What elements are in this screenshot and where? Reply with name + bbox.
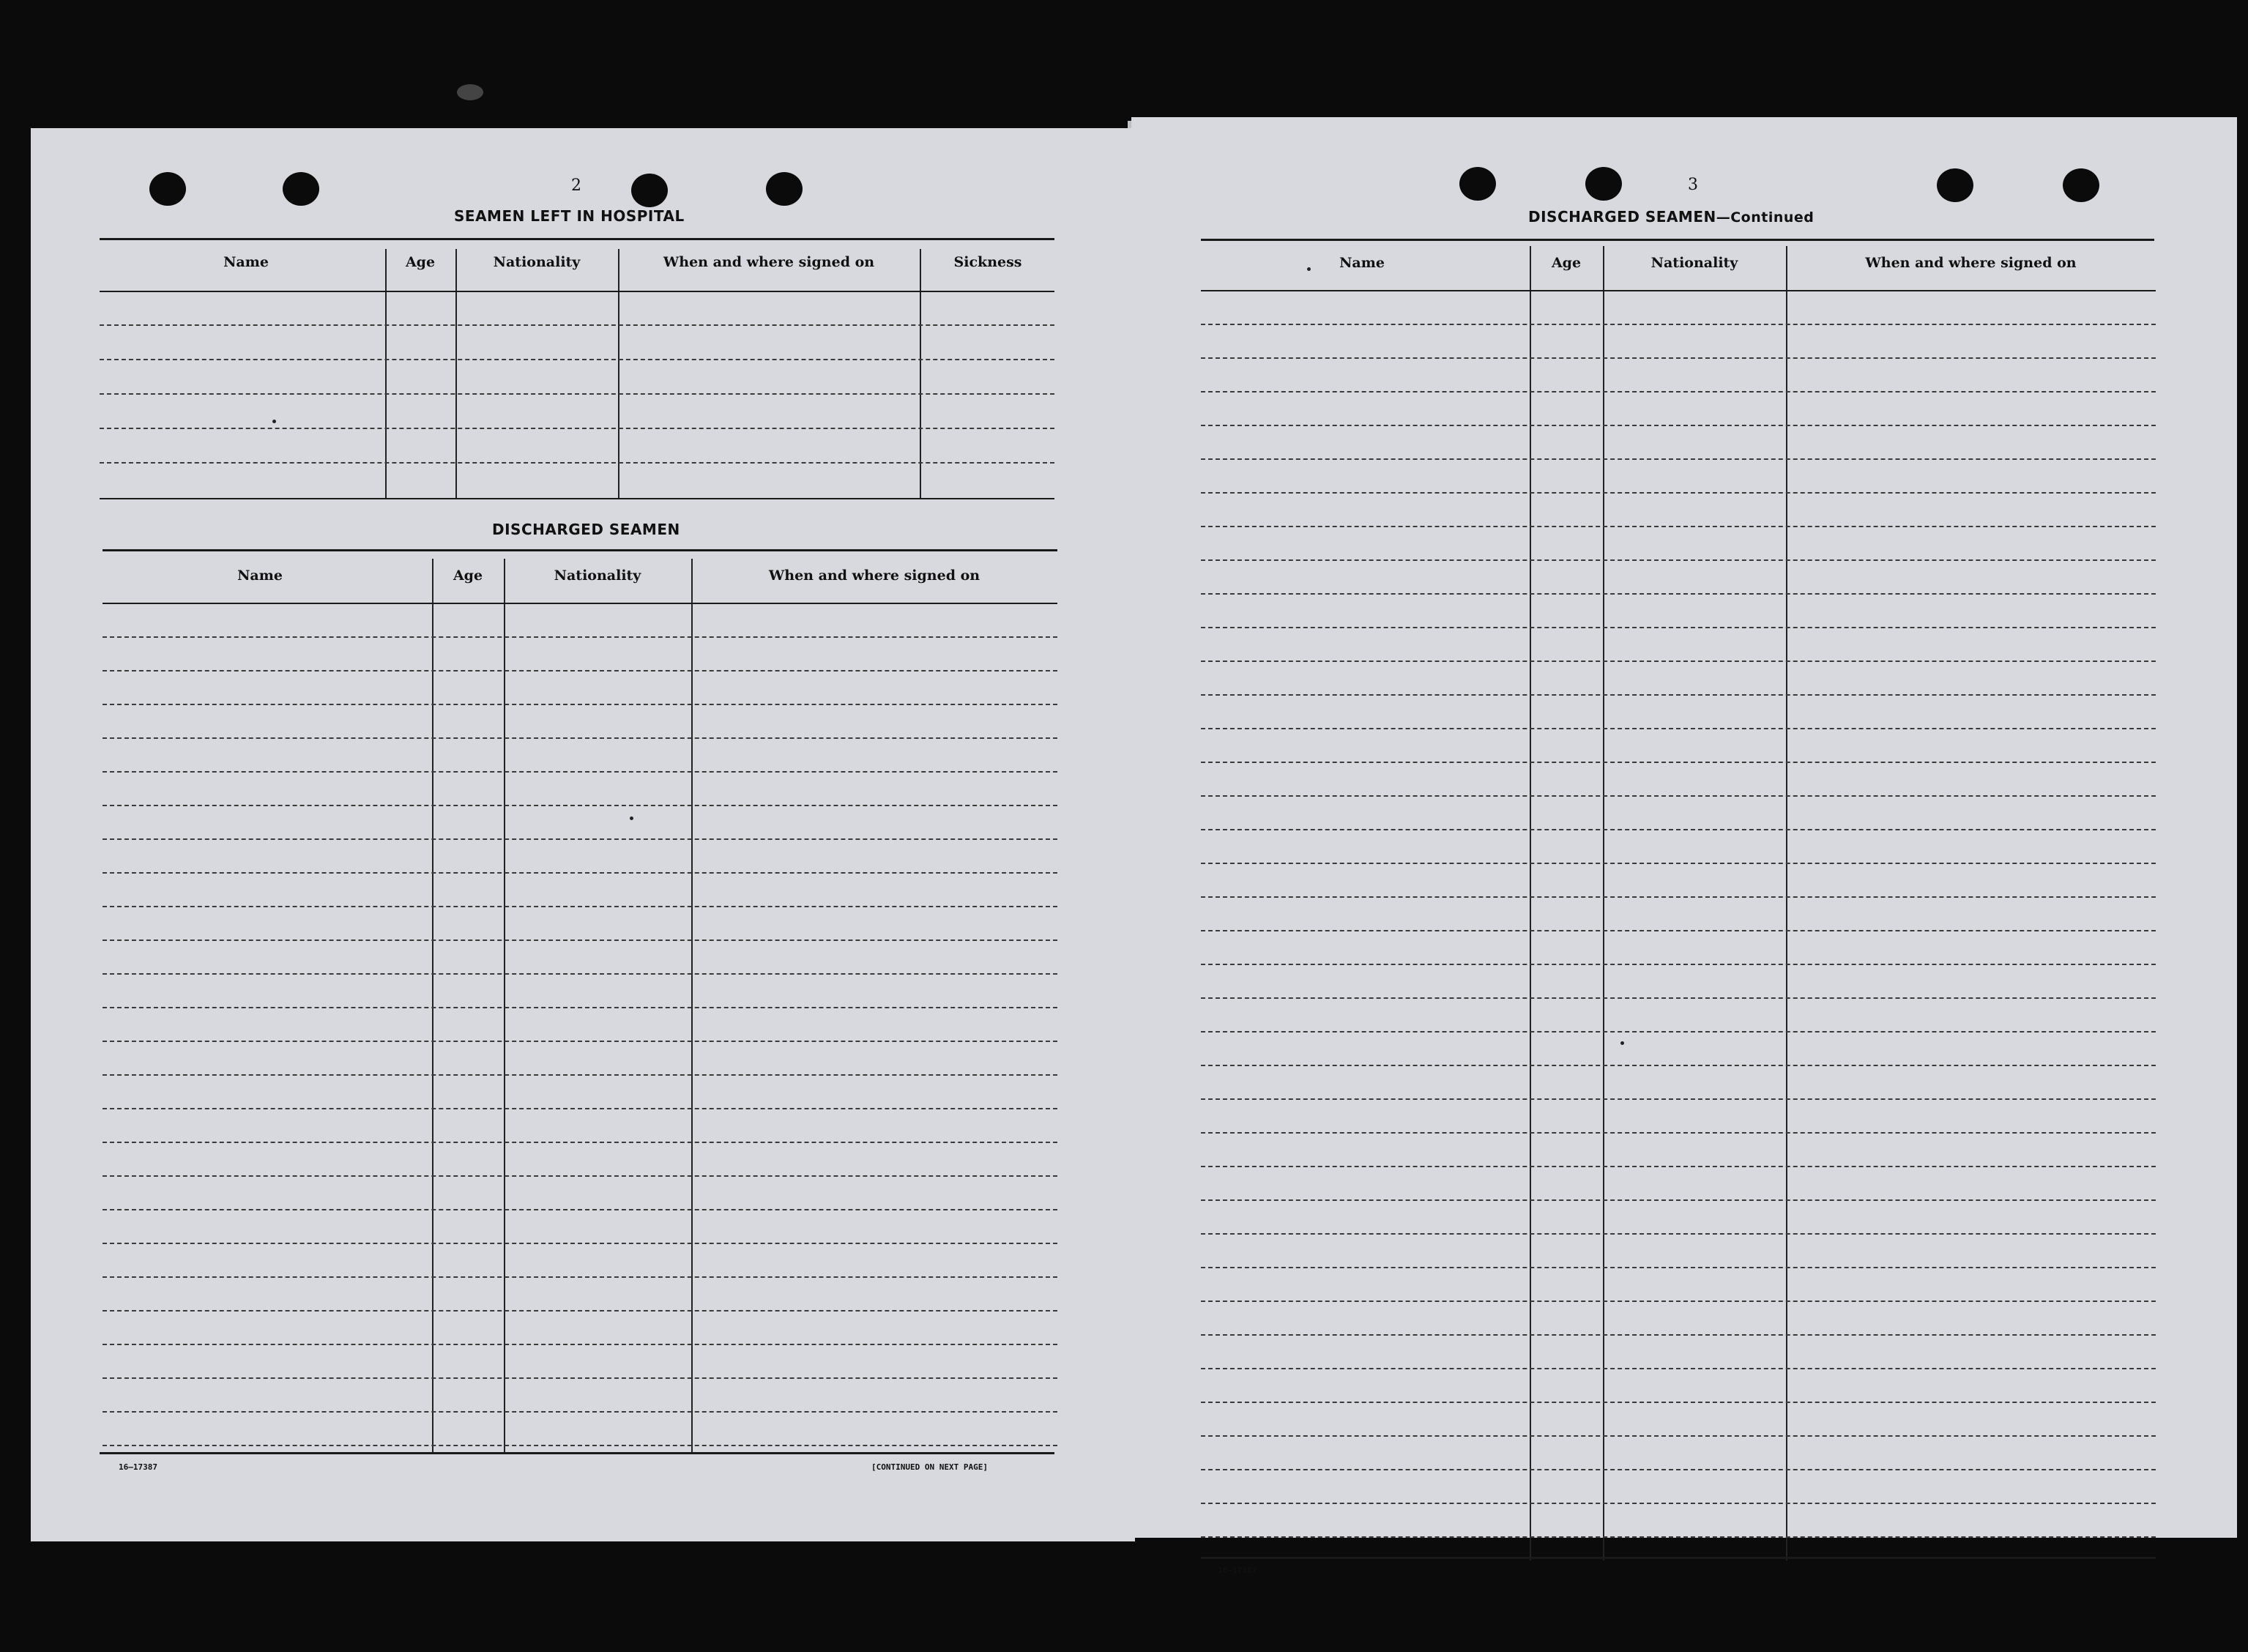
column-divider xyxy=(618,249,619,498)
ruled-line xyxy=(1201,930,2156,931)
ruled-line xyxy=(103,636,1057,638)
ruled-line xyxy=(103,771,1057,773)
form-number: 16—17387 xyxy=(1218,1566,1257,1575)
ruled-line xyxy=(103,872,1057,874)
page-number: 3 xyxy=(1688,176,1698,194)
ruled-line xyxy=(100,462,1054,464)
ink-mark xyxy=(1307,267,1311,271)
column-header-sickness: Sickness xyxy=(953,254,1022,270)
ruled-line xyxy=(103,1411,1057,1413)
column-divider xyxy=(1603,246,1604,1560)
column-header-age: Age xyxy=(453,568,483,584)
column-header-signed-on: When and where signed on xyxy=(663,254,875,270)
ruled-line xyxy=(1201,1166,2156,1167)
ruled-line xyxy=(103,1276,1057,1278)
ruled-line xyxy=(1201,762,2156,763)
ruled-line xyxy=(103,973,1057,975)
punch-hole xyxy=(766,172,803,206)
ruled-line xyxy=(1201,728,2156,729)
punch-hole xyxy=(283,172,319,206)
ruled-line xyxy=(103,1310,1057,1311)
ruled-line xyxy=(1201,1334,2156,1336)
ruled-line xyxy=(100,393,1054,395)
continued-note: [CONTINUED ON NEXT PAGE] xyxy=(871,1462,988,1472)
ruled-line xyxy=(103,704,1057,705)
ruled-line xyxy=(103,1041,1057,1042)
column-divider xyxy=(1786,246,1787,1560)
ruled-line xyxy=(100,324,1054,326)
punch-hole xyxy=(1459,167,1496,201)
column-divider xyxy=(1530,246,1531,1560)
ruled-line xyxy=(103,906,1057,907)
right-page xyxy=(1131,117,2237,1575)
section-rule xyxy=(1201,1557,2156,1559)
ruled-line xyxy=(1201,391,2156,392)
ruled-line xyxy=(103,805,1057,806)
section-rule xyxy=(1201,239,2154,241)
ruled-line xyxy=(103,670,1057,671)
section-rule xyxy=(100,498,1054,499)
ruled-line xyxy=(1201,829,2156,830)
ruled-line xyxy=(1201,593,2156,595)
ruled-line xyxy=(1201,896,2156,898)
column-divider xyxy=(920,249,921,498)
ruled-line xyxy=(1201,661,2156,662)
punch-hole xyxy=(2063,168,2099,202)
ruled-line xyxy=(1201,1132,2156,1134)
ruled-line xyxy=(1201,425,2156,426)
ruled-line xyxy=(103,940,1057,941)
title-suffix: —Continued xyxy=(1716,209,1815,226)
column-header-name: Name xyxy=(237,568,283,584)
ruled-line xyxy=(1201,863,2156,864)
column-header-signed-on: When and where signed on xyxy=(1865,255,2077,271)
column-header-nationality: Nationality xyxy=(493,254,581,270)
ink-mark xyxy=(630,816,633,820)
header-rule xyxy=(100,291,1054,292)
ruled-line xyxy=(1201,1098,2156,1100)
ruled-line xyxy=(103,838,1057,840)
ruled-line xyxy=(100,428,1054,429)
section-rule xyxy=(103,549,1057,551)
scan-smudge xyxy=(457,84,483,100)
column-header-age: Age xyxy=(405,254,436,270)
column-divider xyxy=(455,249,457,498)
page-number: 2 xyxy=(571,176,581,195)
ruled-line xyxy=(1201,1065,2156,1066)
ruled-line xyxy=(1201,1267,2156,1268)
column-header-signed-on: When and where signed on xyxy=(768,568,980,584)
left-page xyxy=(31,128,1135,1541)
section-rule xyxy=(100,238,1054,240)
form-number: 16—17387 xyxy=(119,1462,157,1472)
ruled-line xyxy=(100,359,1054,360)
ruled-line xyxy=(1201,1031,2156,1032)
ink-mark xyxy=(272,420,276,423)
ruled-line xyxy=(103,1445,1057,1446)
column-divider xyxy=(432,559,433,1452)
ruled-line xyxy=(103,1209,1057,1210)
section-title-discharged-continued xyxy=(1528,208,1814,226)
ruled-line xyxy=(1201,1402,2156,1403)
ruled-line xyxy=(1201,559,2156,561)
ruled-line xyxy=(1201,458,2156,460)
section-rule xyxy=(100,1452,1054,1454)
ruled-line xyxy=(103,1108,1057,1109)
ruled-line xyxy=(103,1243,1057,1244)
column-divider xyxy=(504,559,505,1452)
ruled-line xyxy=(1201,627,2156,628)
ruled-line xyxy=(1201,1301,2156,1302)
ruled-line xyxy=(1201,357,2156,359)
ruled-line xyxy=(103,1074,1057,1076)
ruled-line xyxy=(1201,795,2156,797)
ruled-line xyxy=(103,1007,1057,1008)
title-main: DISCHARGED SEAMEN xyxy=(1528,208,1716,226)
column-header-nationality: Nationality xyxy=(554,568,641,584)
column-header-name: Name xyxy=(1339,255,1385,271)
ruled-line xyxy=(1201,324,2156,325)
section-title-discharged: DISCHARGED SEAMEN xyxy=(492,521,680,538)
ruled-line xyxy=(1201,1233,2156,1235)
ruled-line xyxy=(103,1175,1057,1177)
punch-hole xyxy=(149,172,186,206)
ruled-line xyxy=(1201,997,2156,999)
ruled-line xyxy=(1201,492,2156,494)
ruled-line xyxy=(103,1377,1057,1379)
punch-hole xyxy=(631,174,668,207)
punch-hole xyxy=(1937,168,1973,202)
punch-hole xyxy=(1585,167,1622,201)
header-rule xyxy=(1201,290,2156,291)
ruled-line xyxy=(1201,1536,2156,1538)
section-title-hospital: SEAMEN LEFT IN HOSPITAL xyxy=(454,207,685,225)
column-header-age: Age xyxy=(1551,255,1582,271)
column-divider xyxy=(385,249,387,498)
ruled-line xyxy=(1201,694,2156,696)
ruled-line xyxy=(1201,1469,2156,1470)
column-header-nationality: Nationality xyxy=(1650,255,1738,271)
ruled-line xyxy=(1201,1503,2156,1504)
column-header-name: Name xyxy=(223,254,269,270)
ruled-line xyxy=(1201,1435,2156,1437)
header-rule xyxy=(103,603,1057,604)
ruled-line xyxy=(1201,1199,2156,1201)
ruled-line xyxy=(103,1344,1057,1345)
ruled-line xyxy=(103,737,1057,739)
column-divider xyxy=(691,559,693,1452)
ruled-line xyxy=(103,1142,1057,1143)
ruled-line xyxy=(1201,1368,2156,1369)
ruled-line xyxy=(1201,526,2156,527)
ruled-line xyxy=(1201,964,2156,965)
ink-mark xyxy=(1620,1041,1624,1045)
